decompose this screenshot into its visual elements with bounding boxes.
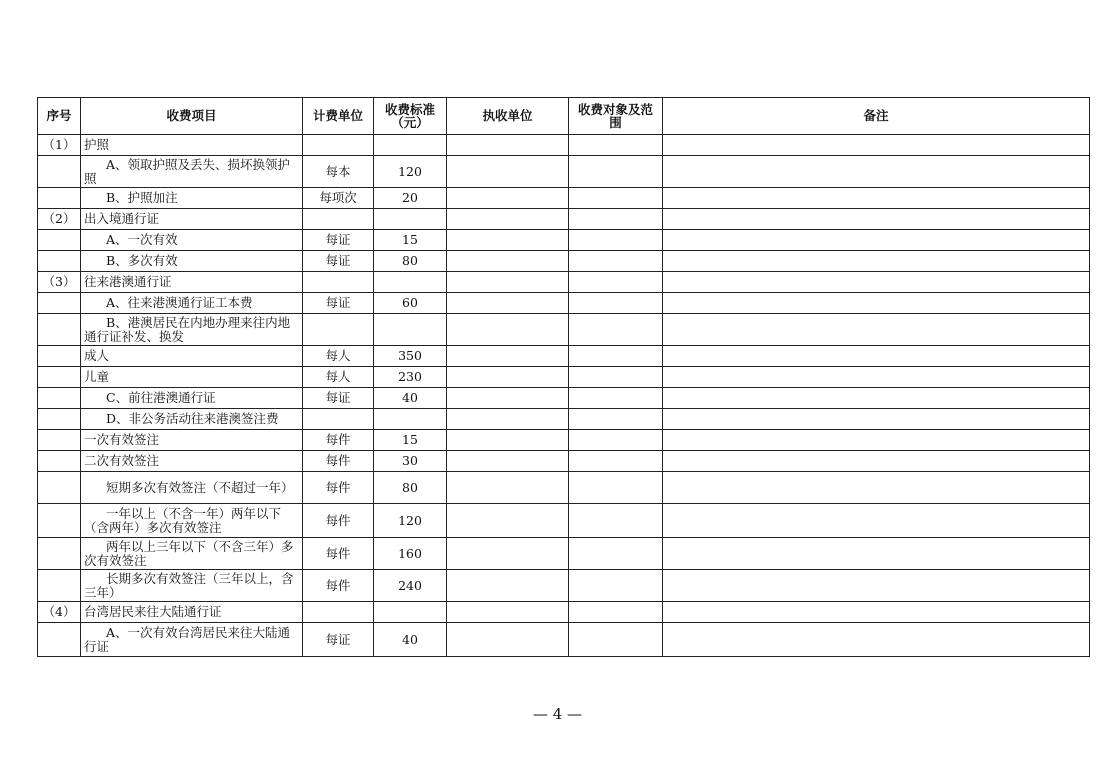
row-remark [663, 538, 1090, 570]
row-agency [447, 367, 569, 388]
row-no: （4） [38, 602, 81, 623]
row-item: 短期多次有效签注（不超过一年） [81, 472, 303, 504]
row-scope [569, 623, 663, 657]
row-scope [569, 570, 663, 602]
row-no: （1） [38, 135, 81, 156]
row-agency [447, 538, 569, 570]
row-item: D、非公务活动往来港澳签注费 [81, 409, 303, 430]
row-unit: 每证 [303, 623, 374, 657]
row-no [38, 293, 81, 314]
row-amount: 350 [374, 346, 447, 367]
row-remark [663, 367, 1090, 388]
row-item: 护照 [81, 135, 303, 156]
row-item: 二次有效签注 [81, 451, 303, 472]
row-amount: 80 [374, 251, 447, 272]
row-amount [374, 409, 447, 430]
row-no [38, 388, 81, 409]
row-unit: 每件 [303, 472, 374, 504]
row-item: 成人 [81, 346, 303, 367]
row-amount: 230 [374, 367, 447, 388]
row-unit [303, 602, 374, 623]
row-no [38, 156, 81, 188]
table-row [38, 570, 1090, 602]
row-amount: 160 [374, 538, 447, 570]
row-no [38, 472, 81, 504]
row-agency [447, 570, 569, 602]
row-item: 往来港澳通行证 [81, 272, 303, 293]
row-scope [569, 451, 663, 472]
row-amount: 15 [374, 430, 447, 451]
header-remark: 备注 [663, 98, 1090, 135]
row-no [38, 346, 81, 367]
row-remark [663, 472, 1090, 504]
row-amount [374, 272, 447, 293]
row-unit: 每项次 [303, 188, 374, 209]
row-remark [663, 230, 1090, 251]
row-remark [663, 388, 1090, 409]
row-unit: 每本 [303, 156, 374, 188]
row-agency [447, 451, 569, 472]
row-remark [663, 156, 1090, 188]
row-scope [569, 135, 663, 156]
row-agency [447, 314, 569, 346]
row-item: 一年以上（不含一年）两年以下（含两年）多次有效签注 [81, 504, 303, 538]
row-remark [663, 272, 1090, 293]
row-no [38, 623, 81, 657]
row-remark [663, 346, 1090, 367]
row-amount: 120 [374, 504, 447, 538]
row-unit: 每证 [303, 293, 374, 314]
row-item: B、港澳居民在内地办理来往内地通行证补发、换发 [81, 314, 303, 346]
table-row [38, 602, 1090, 623]
row-no [38, 430, 81, 451]
table-row [38, 293, 1090, 314]
row-amount [374, 602, 447, 623]
row-amount [374, 209, 447, 230]
row-scope [569, 538, 663, 570]
header-row [38, 98, 1090, 135]
row-agency [447, 346, 569, 367]
row-amount [374, 135, 447, 156]
row-amount: 40 [374, 388, 447, 409]
row-scope [569, 367, 663, 388]
row-unit [303, 272, 374, 293]
row-item: 一次有效签注 [81, 430, 303, 451]
table-row [38, 472, 1090, 504]
row-remark [663, 623, 1090, 657]
row-scope [569, 209, 663, 230]
row-agency [447, 293, 569, 314]
row-agency [447, 623, 569, 657]
table-row [38, 451, 1090, 472]
row-no [38, 451, 81, 472]
table-row [38, 188, 1090, 209]
row-remark [663, 251, 1090, 272]
row-unit: 每证 [303, 230, 374, 251]
row-no: （3） [38, 272, 81, 293]
row-agency [447, 409, 569, 430]
row-amount: 15 [374, 230, 447, 251]
row-scope [569, 188, 663, 209]
row-scope [569, 293, 663, 314]
header-agency: 执收单位 [447, 98, 569, 135]
header-standard: 收费标准（元） [374, 98, 447, 135]
row-amount: 60 [374, 293, 447, 314]
table-row [38, 209, 1090, 230]
row-no [38, 251, 81, 272]
row-no [38, 570, 81, 602]
row-remark [663, 209, 1090, 230]
row-unit: 每件 [303, 570, 374, 602]
row-remark [663, 188, 1090, 209]
row-unit [303, 135, 374, 156]
row-unit: 每件 [303, 504, 374, 538]
row-scope [569, 251, 663, 272]
row-remark [663, 293, 1090, 314]
row-remark [663, 314, 1090, 346]
row-unit: 每人 [303, 367, 374, 388]
row-scope [569, 230, 663, 251]
row-no [38, 314, 81, 346]
table-row [38, 346, 1090, 367]
row-unit [303, 409, 374, 430]
row-scope [569, 272, 663, 293]
row-unit: 每证 [303, 388, 374, 409]
row-item: 儿童 [81, 367, 303, 388]
row-unit: 每件 [303, 451, 374, 472]
row-scope [569, 504, 663, 538]
row-amount: 30 [374, 451, 447, 472]
table-row [38, 272, 1090, 293]
row-no: （2） [38, 209, 81, 230]
row-no [38, 230, 81, 251]
row-no [38, 504, 81, 538]
row-unit: 每证 [303, 251, 374, 272]
row-remark [663, 504, 1090, 538]
row-unit [303, 314, 374, 346]
fee-table [37, 97, 1090, 657]
row-agency [447, 209, 569, 230]
row-amount: 20 [374, 188, 447, 209]
header-scope: 收费对象及范围 [569, 98, 663, 135]
row-scope [569, 346, 663, 367]
table-row [38, 623, 1090, 657]
row-unit: 每人 [303, 346, 374, 367]
row-remark [663, 602, 1090, 623]
row-agency [447, 135, 569, 156]
row-item: 长期多次有效签注（三年以上，含三年） [81, 570, 303, 602]
table-row [38, 230, 1090, 251]
row-remark [663, 409, 1090, 430]
row-no [38, 188, 81, 209]
row-scope [569, 472, 663, 504]
row-agency [447, 430, 569, 451]
row-remark [663, 570, 1090, 602]
row-amount: 120 [374, 156, 447, 188]
table-row [38, 538, 1090, 570]
row-unit: 每件 [303, 538, 374, 570]
table-row [38, 504, 1090, 538]
row-no [38, 367, 81, 388]
row-item: 两年以上三年以下（不含三年）多次有效签注 [81, 538, 303, 570]
row-agency [447, 188, 569, 209]
row-agency [447, 388, 569, 409]
row-remark [663, 135, 1090, 156]
row-scope [569, 602, 663, 623]
table-row [38, 251, 1090, 272]
row-item: A、往来港澳通行证工本费 [81, 293, 303, 314]
row-scope [569, 430, 663, 451]
row-agency [447, 472, 569, 504]
page-number: — 4 — [532, 705, 583, 723]
table-row [38, 156, 1090, 188]
table-row [38, 135, 1090, 156]
row-amount: 40 [374, 623, 447, 657]
row-agency [447, 504, 569, 538]
table-row [38, 388, 1090, 409]
row-item: 台湾居民来往大陆通行证 [81, 602, 303, 623]
row-scope [569, 388, 663, 409]
row-item: B、多次有效 [81, 251, 303, 272]
row-item: A、一次有效 [81, 230, 303, 251]
row-no [38, 538, 81, 570]
row-remark [663, 451, 1090, 472]
row-item: C、前往港澳通行证 [81, 388, 303, 409]
row-scope [569, 156, 663, 188]
row-agency [447, 230, 569, 251]
row-amount: 80 [374, 472, 447, 504]
header-item: 收费项目 [81, 98, 303, 135]
table-row [38, 314, 1090, 346]
row-item: B、护照加注 [81, 188, 303, 209]
row-item: A、领取护照及丢失、损坏换领护照 [81, 156, 303, 188]
row-scope [569, 409, 663, 430]
header-unit: 计费单位 [303, 98, 374, 135]
table-row [38, 430, 1090, 451]
row-item: A、一次有效台湾居民来往大陆通行证 [81, 623, 303, 657]
row-agency [447, 156, 569, 188]
row-unit: 每件 [303, 430, 374, 451]
header-no: 序号 [38, 98, 81, 135]
table-row [38, 409, 1090, 430]
row-amount: 240 [374, 570, 447, 602]
row-no [38, 409, 81, 430]
row-scope [569, 314, 663, 346]
row-agency [447, 602, 569, 623]
table-row [38, 367, 1090, 388]
row-unit [303, 209, 374, 230]
row-item: 出入境通行证 [81, 209, 303, 230]
row-amount [374, 314, 447, 346]
row-remark [663, 430, 1090, 451]
row-agency [447, 272, 569, 293]
row-agency [447, 251, 569, 272]
